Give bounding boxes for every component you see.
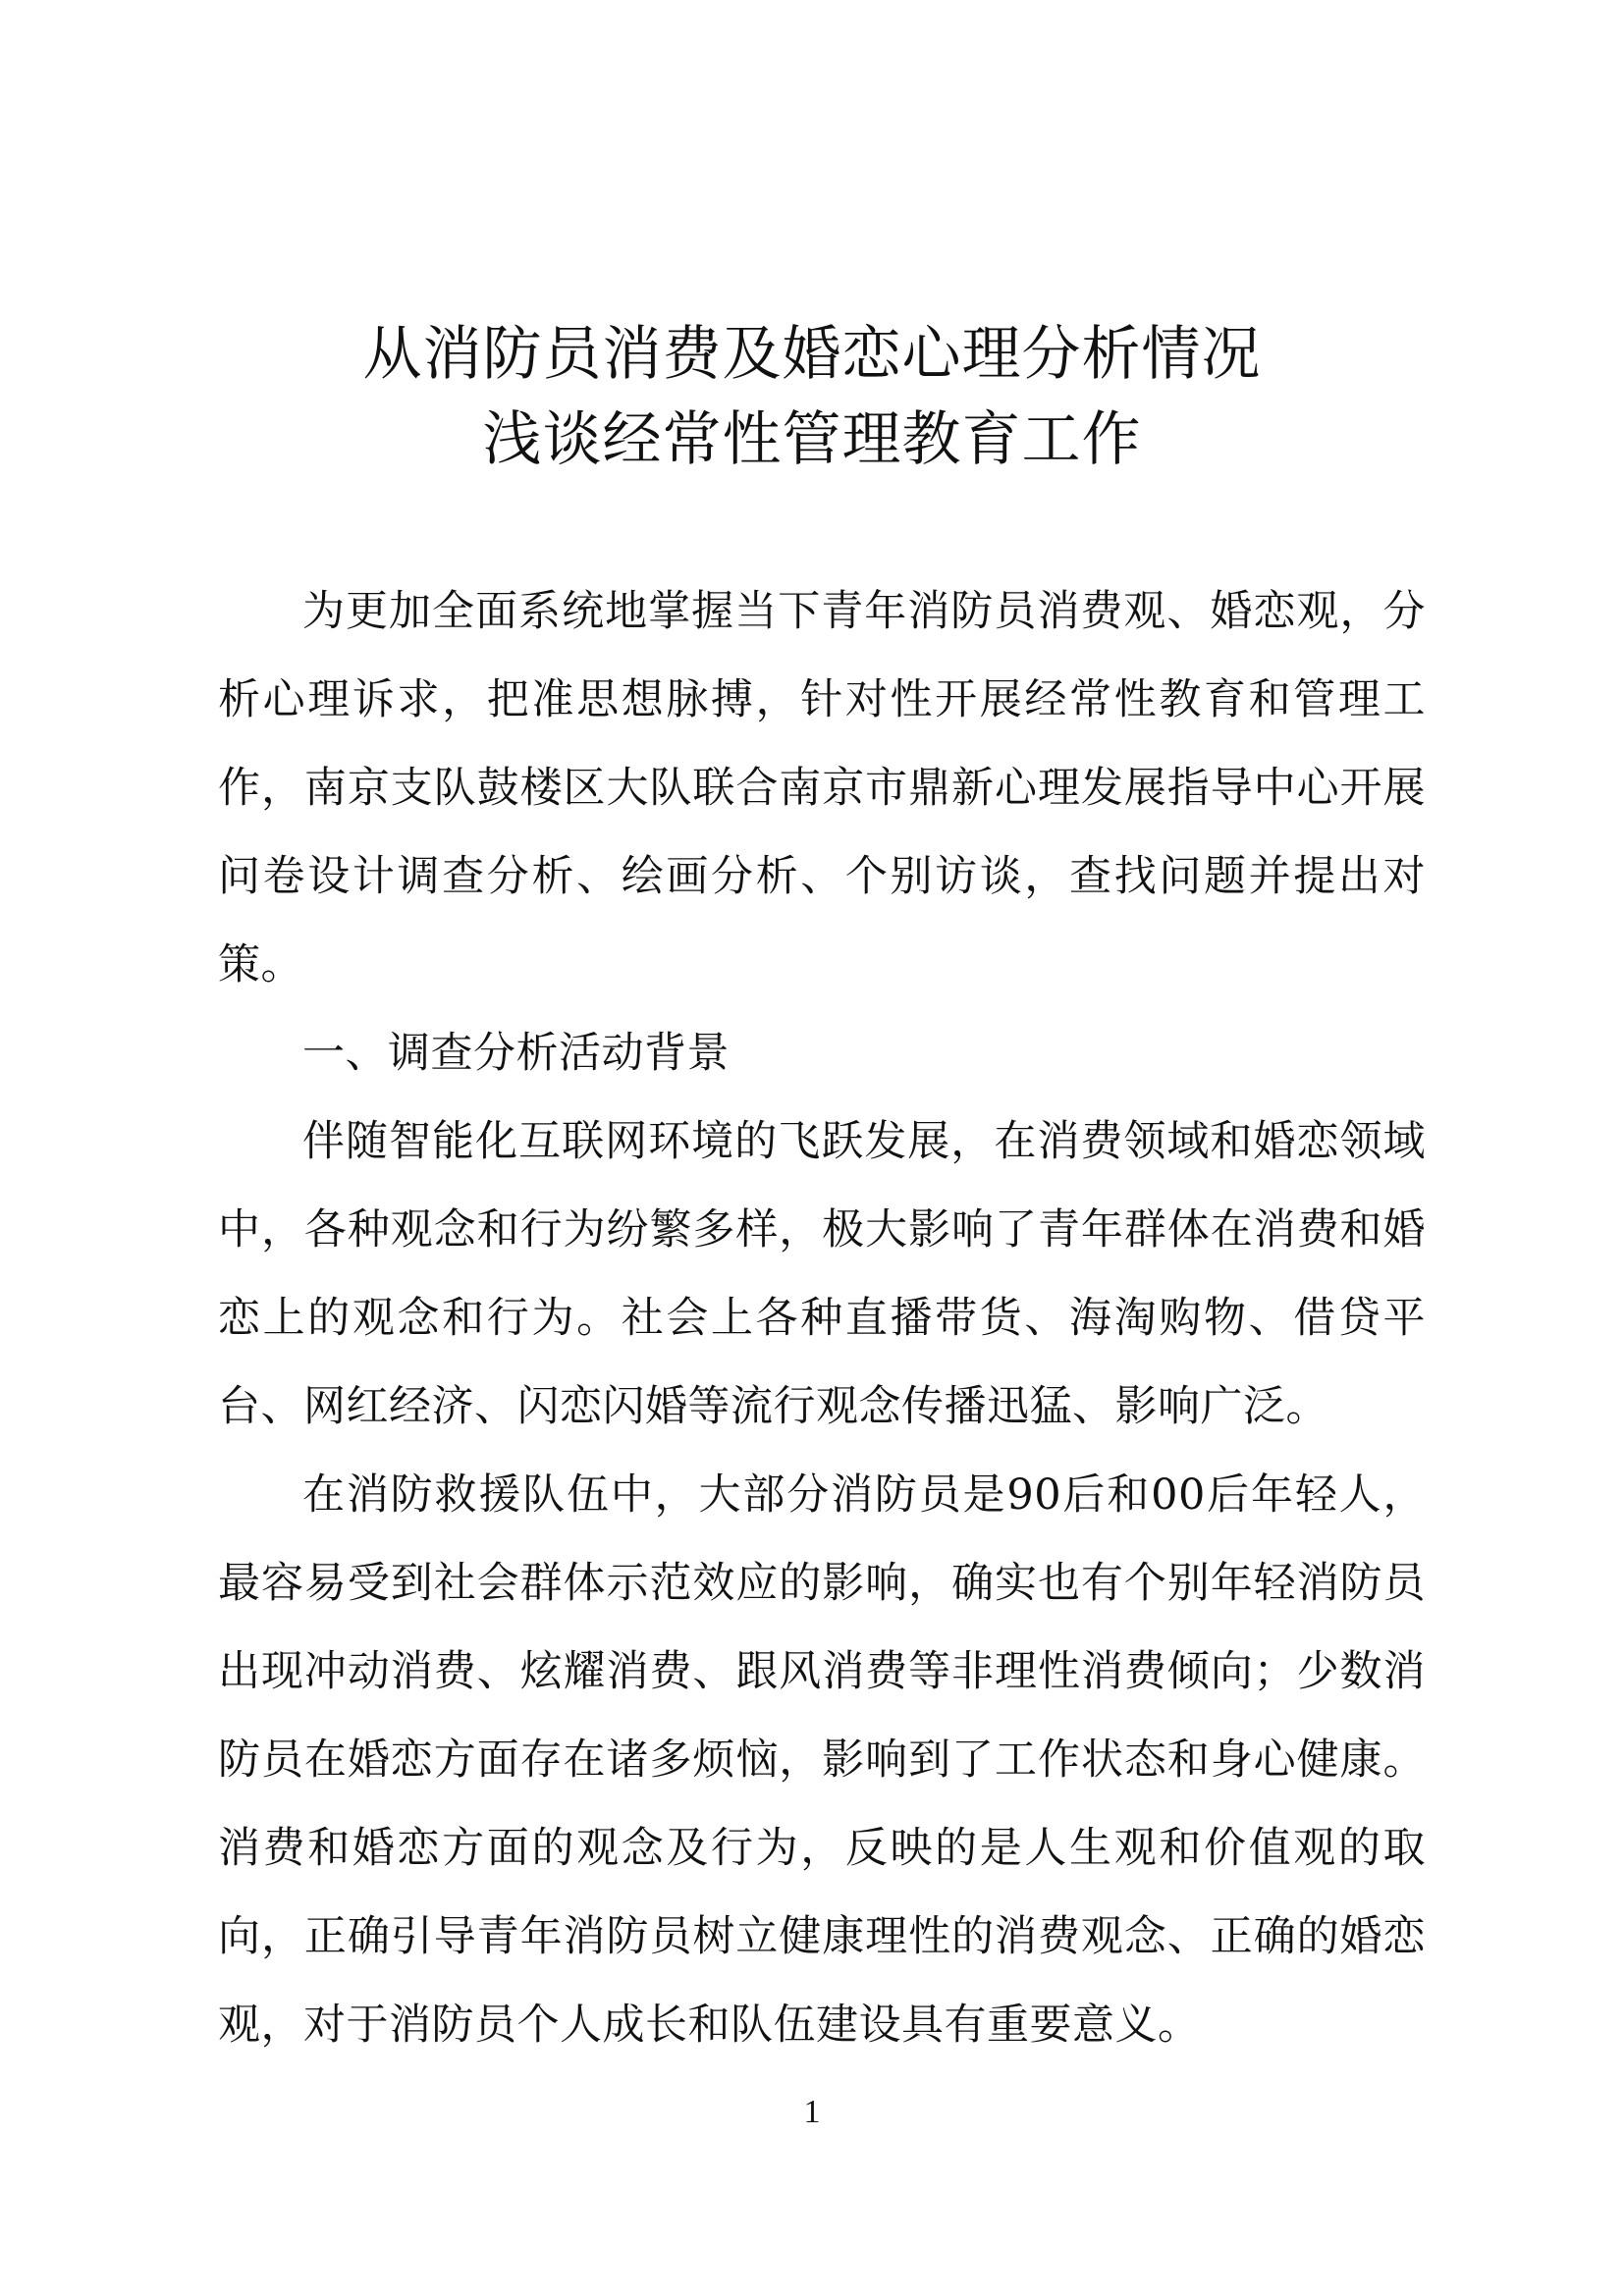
document-body (218, 567, 1426, 2069)
title-line-2: 浅谈经常性管理教育工作 (482, 405, 1142, 474)
title-line-1: 从消防员消费及婚恋心理分析情况 (362, 320, 1262, 389)
paragraph-intro: 为更加全面系统地掌握当下青年消防员消费观、婚恋观，分析心理诉求，把准思想脉搏，针对性开展经常性教育和管理工作，南京支队鼓楼区大队联合南京市鼎新心理发展指导中心开展问卷设计调查分析、绘画分析、个别访谈，查找问题并提出对策。 (218, 587, 1426, 989)
paragraph-firefighters: 在消防救援队伍中，大部分消防员是90后和00后年轻人，最容易受到社会群体示范效应的影响，确实也有个别年轻消防员出现冲动消费、炫耀消费、跟风消费等非理性消费倾向；少数消防员在婚恋方面存在诸多烦恼，影响到了工作状态和身心健康。消费和婚恋方面的观念及行为，反映的是人生观和价值观的取向，正确引导青年消防员树立健康理性的消费观念、正确的婚恋观，对于消防员个人成长和队伍建设具有重要意义。 (218, 1470, 1426, 2050)
section-heading: 一、调查分析活动背景 (302, 1029, 730, 1078)
document-title (0, 312, 1624, 483)
page-number: 1 (803, 2094, 821, 2130)
paragraph-background: 伴随智能化互联网环境的飞跃发展，在消费领域和婚恋领域中，各种观念和行为纷繁多样，极大影响了青年群体在消费和婚恋上的观念和行为。社会上各种直播带货、海淘购物、借贷平台、网红经济、闪恋闪婚等流行观念传播迅猛、影响广泛。 (218, 1117, 1426, 1431)
